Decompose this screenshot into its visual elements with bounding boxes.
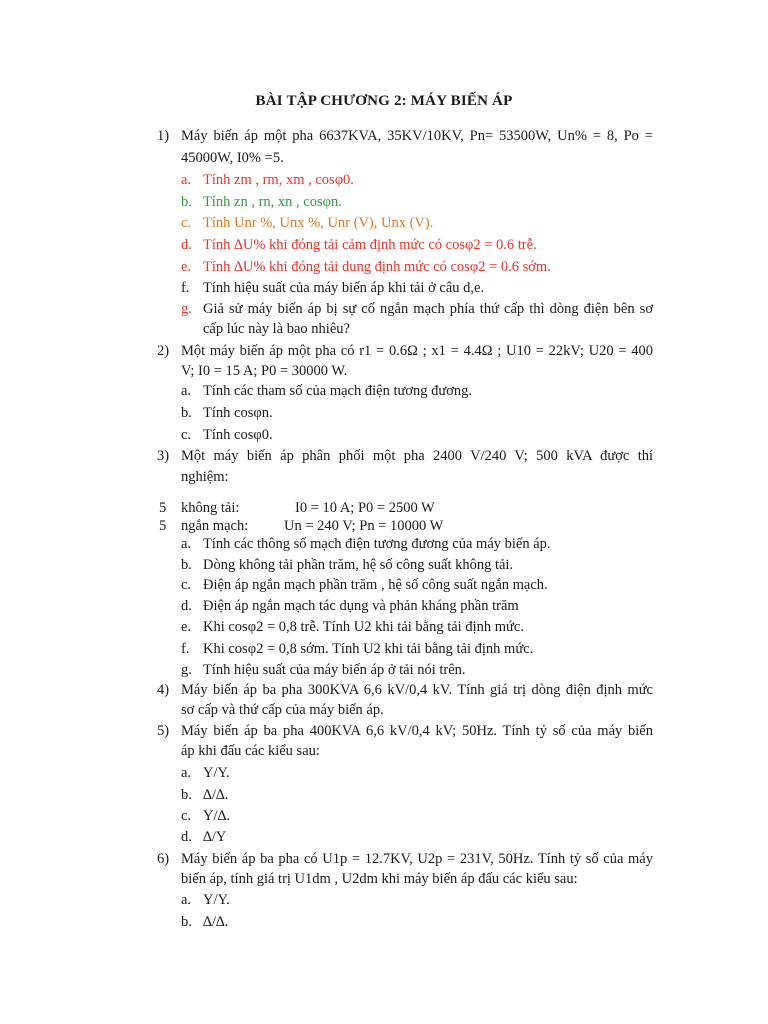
problem-1-line-2: 45000W, I0% =5. bbox=[181, 150, 284, 166]
problem-3-item-b: Dòng không tải phần trăm, hệ số công suất không tải. bbox=[203, 557, 514, 573]
problem-6-item-a: Y/Y. bbox=[203, 892, 230, 908]
problem-4-line-2: sơ cấp và thứ cấp của máy biến áp. bbox=[181, 702, 384, 718]
item-mark: g. bbox=[181, 662, 192, 678]
no-load-label: không tải: bbox=[181, 500, 240, 516]
problem-3-item-e: Khi cosφ2 = 0,8 trễ. Tính U2 khi tải bằng tải định mức. bbox=[203, 619, 524, 635]
problem-1-item-g: Giả sử máy biến áp bị sự cố ngắn mạch phía thứ cấp thì dòng điện bên sơ bbox=[203, 301, 653, 317]
problem-2-number: 2) bbox=[157, 343, 170, 359]
item-mark: c. bbox=[181, 808, 192, 824]
problem-2-line-1: Một máy biến áp một pha có r1 = 0.6Ω ; x1 = 4.4Ω ; U10 = 22kV; U20 = 400 bbox=[181, 343, 653, 359]
problem-1-item-e: Tính ∆U% khi đóng tải dung định mức có cosφ2 = 0.6 sớm. bbox=[203, 259, 551, 275]
bullet-mark: 5 bbox=[159, 500, 167, 516]
problem-5-item-a: Y/Y. bbox=[203, 765, 230, 781]
problem-5-item-b: ∆/∆. bbox=[203, 787, 229, 803]
problem-2-item-b: Tính cosφn. bbox=[203, 405, 273, 421]
problem-6-number: 6) bbox=[157, 851, 170, 867]
item-mark: a. bbox=[181, 765, 192, 781]
problem-5-item-c: Y/∆. bbox=[203, 808, 230, 824]
item-mark: a. bbox=[181, 536, 192, 552]
item-mark: a. bbox=[181, 383, 192, 399]
no-load-values: I0 = 10 A; P0 = 2500 W bbox=[295, 500, 435, 516]
problem-3-number: 3) bbox=[157, 448, 170, 464]
problem-3-line-2: nghiệm: bbox=[181, 469, 229, 485]
item-mark: a. bbox=[181, 892, 192, 908]
problem-2-item-a: Tính các tham số của mạch điện tương đương. bbox=[203, 383, 473, 399]
item-mark: b. bbox=[181, 194, 192, 210]
problem-3-item-f: Khi cosφ2 = 0,8 sớm. Tính U2 khi tải bằng tải định mức. bbox=[203, 641, 534, 657]
short-circuit-label: ngắn mạch: bbox=[181, 518, 249, 534]
item-mark: c. bbox=[181, 215, 192, 231]
problem-1-item-b: Tính zn , rn, xn , cosφn. bbox=[203, 194, 342, 210]
problem-3-item-a: Tính các thông số mạch điện tương đương của máy biến áp. bbox=[203, 536, 551, 552]
item-mark: b. bbox=[181, 557, 192, 573]
problem-2-item-c: Tính cosφ0. bbox=[203, 427, 273, 443]
item-mark: g. bbox=[181, 301, 192, 317]
bullet-mark: 5 bbox=[159, 518, 167, 534]
problem-6-line-2: biến áp, tính giá trị U1dm , U2dm khi máy biến áp đấu các kiểu sau: bbox=[181, 871, 578, 887]
problem-5-item-d: ∆/Y bbox=[203, 829, 227, 845]
problem-6-line-1: Máy biến áp ba pha có U1p = 12.7KV, U2p = 231V, 50Hz. Tính tỷ số của máy bbox=[181, 851, 653, 867]
short-circuit-values: Un = 240 V; Pn = 10000 W bbox=[284, 518, 444, 534]
item-mark: b. bbox=[181, 787, 192, 803]
problem-6-item-b: ∆/∆. bbox=[203, 914, 229, 930]
item-mark: a. bbox=[181, 172, 192, 188]
problem-5-number: 5) bbox=[157, 723, 170, 739]
problem-3-item-d: Điện áp ngắn mạch tác dụng và phản kháng phần trăm bbox=[203, 598, 519, 614]
problem-3-line-1: Một máy biến áp phân phối một pha 2400 V/240 V; 500 kVA được thí bbox=[181, 448, 653, 464]
problem-1-item-a: Tính zm , rm, xm , cosφ0. bbox=[203, 172, 354, 188]
item-mark: f. bbox=[181, 280, 190, 296]
item-mark: d. bbox=[181, 829, 192, 845]
item-mark: c. bbox=[181, 427, 192, 443]
item-mark: f. bbox=[181, 641, 190, 657]
item-mark: c. bbox=[181, 577, 192, 593]
problem-1-item-c: Tính Unr %, Unx %, Unr (V), Unx (V). bbox=[203, 215, 434, 231]
problem-4-line-1: Máy biến áp ba pha 300KVA 6,6 kV/0,4 kV. Tính giá trị dòng điện định mức bbox=[181, 682, 653, 698]
problem-1-item-f: Tính hiệu suất của máy biến áp khi tải ở câu d,e. bbox=[203, 280, 485, 296]
item-mark: b. bbox=[181, 405, 192, 421]
problem-2-line-2: V; I0 = 15 A; P0 = 30000 W. bbox=[181, 363, 348, 379]
problem-1-line-1: Máy biến áp một pha 6637KVA, 35KV/10KV, Pn= 53500W, Un% = 8, Po = bbox=[181, 128, 653, 144]
item-mark: b. bbox=[181, 914, 192, 930]
problem-1-item-d: Tính ∆U% khi đóng tải cảm định mức có cosφ2 = 0.6 trễ. bbox=[203, 237, 537, 253]
problem-5-line-1: Máy biến áp ba pha 400KVA 6,6 kV/0,4 kV; 50Hz. Tính tỷ số của máy biến bbox=[181, 723, 653, 739]
problem-3-item-g: Tính hiệu suất của máy biến áp ở tải nói trên. bbox=[203, 662, 466, 678]
problem-5-line-2: áp khi đấu các kiểu sau: bbox=[181, 743, 320, 759]
item-mark: d. bbox=[181, 598, 192, 614]
problem-1-number: 1) bbox=[157, 128, 170, 144]
problem-4-number: 4) bbox=[157, 682, 170, 698]
item-mark: e. bbox=[181, 259, 192, 275]
problem-3-item-c: Điện áp ngắn mạch phần trăm , hệ số công suất ngắn mạch. bbox=[203, 577, 548, 593]
problem-1-item-g-cont: cấp lúc này là bao nhiêu? bbox=[203, 321, 350, 337]
item-mark: d. bbox=[181, 237, 192, 253]
page-title: BÀI TẬP CHƯƠNG 2: MÁY BIẾN ÁP bbox=[255, 93, 513, 109]
item-mark: e. bbox=[181, 619, 192, 635]
